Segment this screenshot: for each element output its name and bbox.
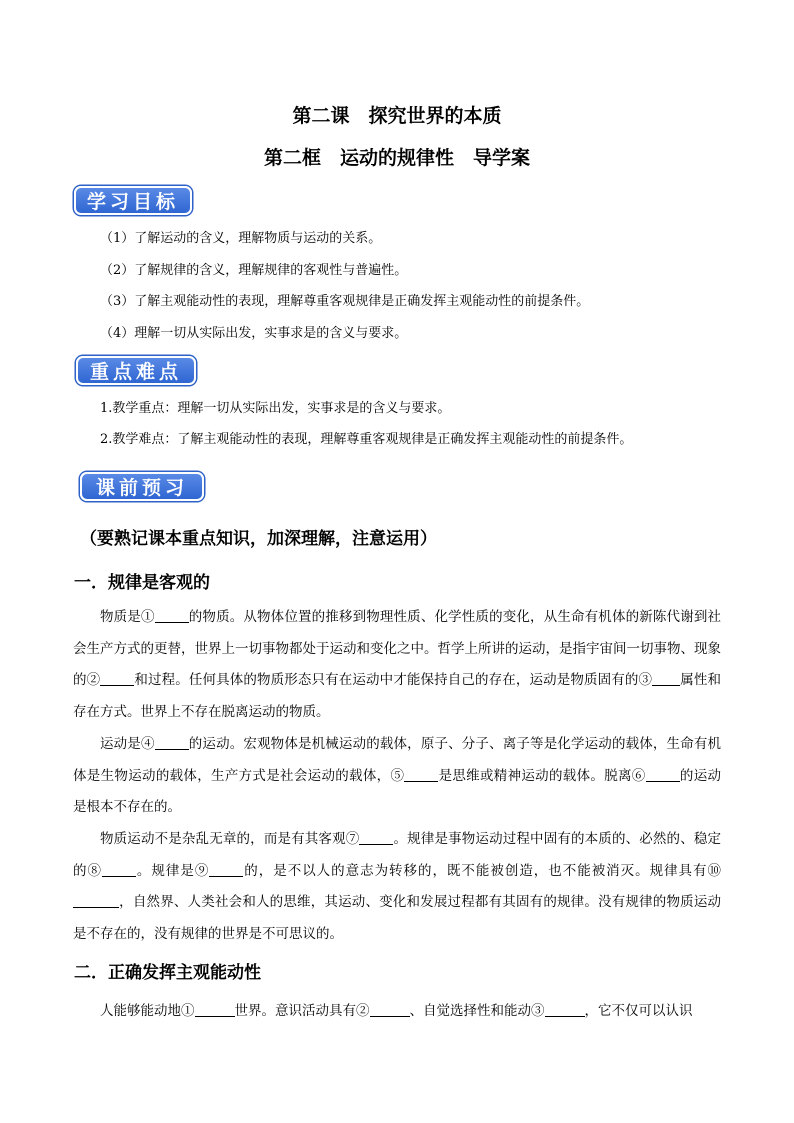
preview-badge: 课前预习 [80, 472, 204, 501]
key-points-badge: 重点难点 [76, 356, 196, 385]
fill-blank[interactable] [404, 765, 438, 782]
key-point-1: 1.教学重点：理解一切从实际出发，实事求是的含义与要求。 [100, 401, 451, 416]
objective-1: （1）了解运动的含义，理解物质与运动的关系。 [100, 231, 382, 246]
fill-blank[interactable] [646, 765, 680, 782]
fill-blank[interactable] [195, 1000, 235, 1017]
fill-blank[interactable] [370, 1000, 410, 1017]
lesson-title: 第二课 探究世界的本质 [292, 105, 502, 127]
objective-3: （3）了解主观能动性的表现，理解尊重客观规律是正确发挥主观能动性的前提条件。 [100, 294, 590, 309]
section-title: 第二框 运动的规律性 导学案 [263, 147, 530, 169]
key-point-2: 2.教学难点：了解主观能动性的表现，理解尊重客观规律是正确发挥主观能动性的前提条件。 [100, 432, 633, 447]
learning-objectives-badge: 学习目标 [74, 186, 192, 215]
fill-blank[interactable] [209, 860, 243, 877]
fill-blank[interactable] [155, 606, 189, 623]
paragraph-matter-motion: 物质是① 的物质。从物体位置的推移到物理性质、化学性质的变化，从生命有机体的新陈代谢到社会生产方式的更替，世界上一切事物都处于运动和变化之中。哲学上所讲的运动，是指宇宙间一切事物、现象的② 和过程。任何具体的物质形态只有在运动中才能保持自己的存在，运动是物质固有的③ 属性和存在方式。世界上不存在脱离运动的物质。 [73, 602, 721, 728]
section-1-heading: 一．规律是客观的 [74, 573, 210, 593]
objective-2: （2）了解规律的含义，理解规律的客观性与普遍性。 [100, 263, 408, 278]
fill-blank[interactable] [155, 733, 189, 750]
paragraph-motion-carrier: 运动是④ 的运动。宏观物体是机械运动的载体，原子、分子、离子等是化学运动的载体，生命有机体是生物运动的载体，生产方式是社会运动的载体，⑤ 是思维或精神运动的载体。脱离⑥ 的运动是根本不存在的。 [73, 729, 721, 824]
fill-blank[interactable] [545, 1000, 585, 1017]
fill-blank[interactable] [73, 891, 119, 908]
preview-note: （要熟记课本重点知识，加深理解，注意运用） [80, 529, 437, 549]
fill-blank[interactable] [359, 828, 393, 845]
section-2-heading: 二．正确发挥主观能动性 [74, 963, 261, 983]
fill-blank[interactable] [652, 669, 680, 686]
paragraph-subjective-initiative: 人能够能动地① 世界。意识活动具有② 、自觉选择性和能动③ ，它不仅可以认识 [73, 996, 721, 1028]
paragraph-laws: 物质运动不是杂乱无章的，而是有其客观⑦ 。规律是事物运动过程中固有的本质的、必然的、稳定的⑧ 。规律是⑨ 的，是不以人的意志为转移的，既不能被创造，也不能被消灭。规律具有⑩，自然界、人类社会和人的思维，其运动、变化和发展过程都有其固有的规律。没有规律的物质运动是不存在的，没有规律的世界是不可思议的。 [73, 824, 721, 950]
objective-4: （4）理解一切从实际出发，实事求是的含义与要求。 [100, 326, 408, 341]
fill-blank[interactable] [102, 860, 136, 877]
fill-blank[interactable] [100, 669, 134, 686]
